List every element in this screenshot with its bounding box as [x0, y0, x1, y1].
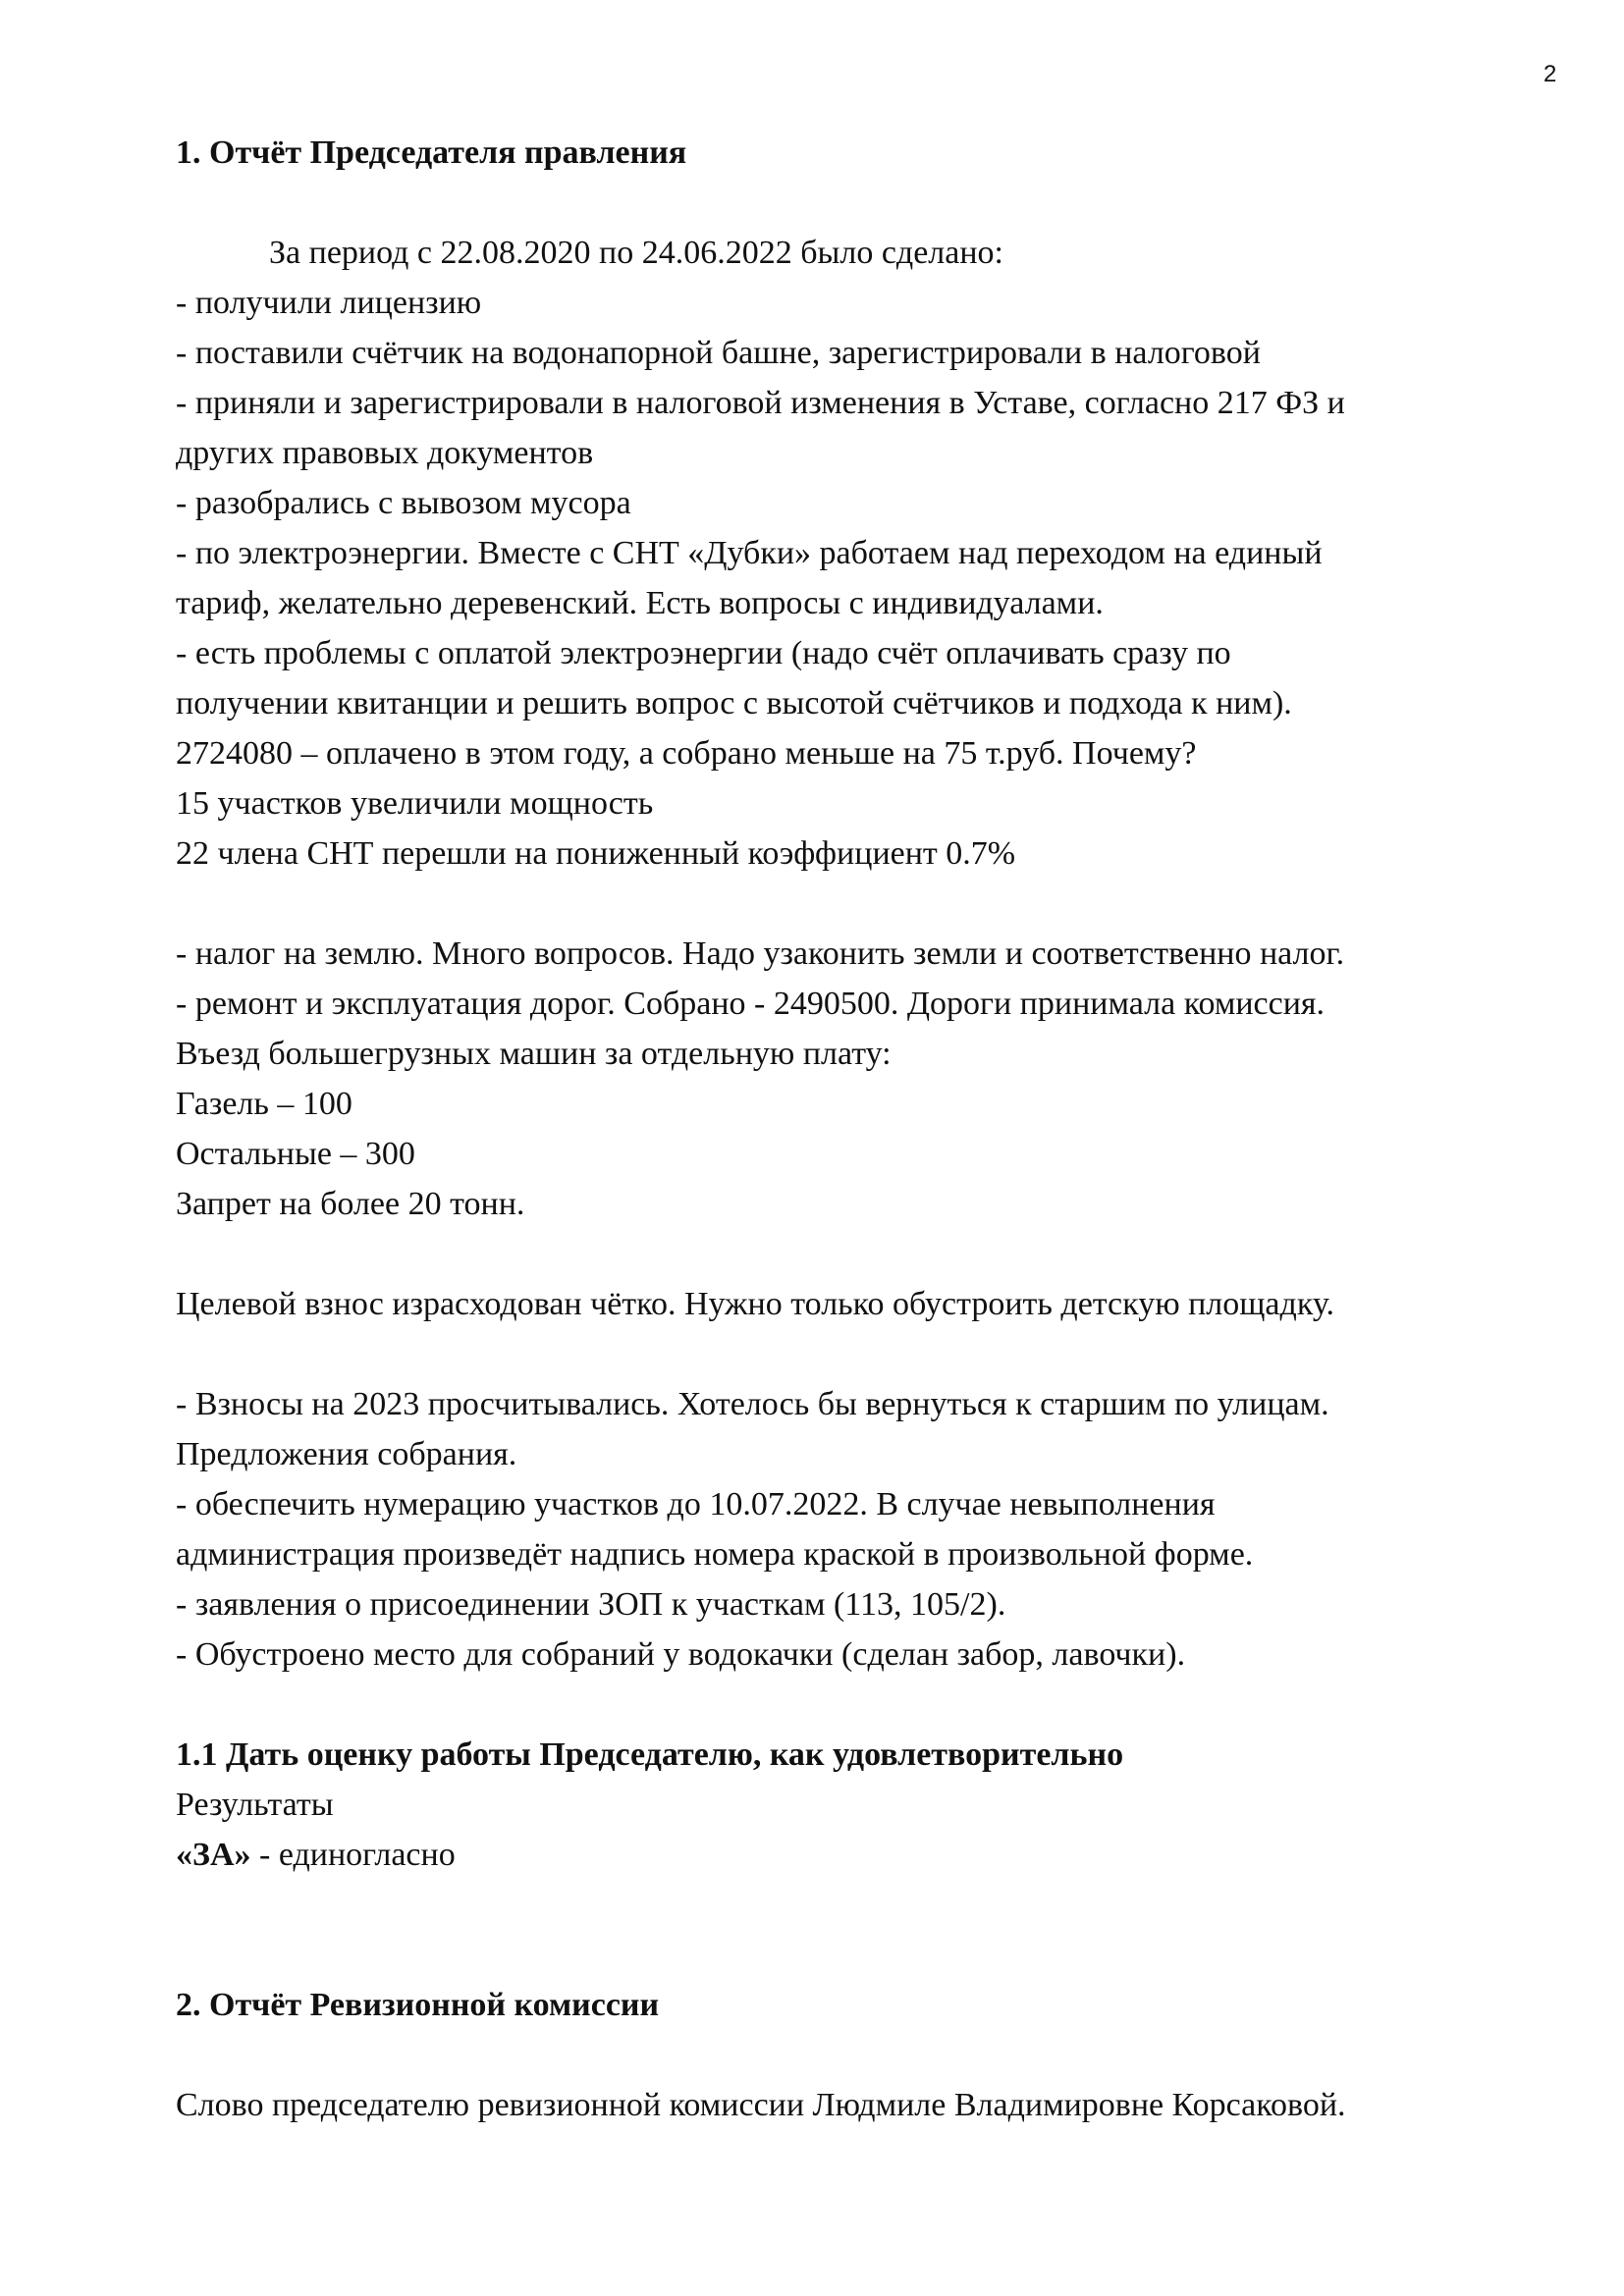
report-line: - поставили счётчик на водонапорной башне, зарегистрировали в налоговой: [176, 335, 1261, 371]
target-fee-line: Целевой взнос израсходован чётко. Нужно только обустроить детскую площадку.: [176, 1286, 1334, 1322]
vote-outcome: - единогласно: [250, 1837, 456, 1873]
spacer: [176, 2030, 1550, 2080]
report-line: администрация произведёт надпись номера краской в произвольной форме.: [176, 1536, 1254, 1573]
report-line: других правовых документов: [176, 435, 594, 471]
report-line: - ремонт и эксплуатация дорог. Собрано - 2490500. Дороги принимала комиссия.: [176, 986, 1326, 1022]
vote-for-label: «ЗА»: [176, 1837, 251, 1873]
report-line: - разобрались с вывозом мусора: [176, 485, 631, 521]
report-line: - Взносы на 2023 просчитывались. Хотелось бы вернуться к старшим по улицам.: [176, 1386, 1329, 1422]
spacer: [176, 1880, 1550, 1980]
report-line: Остальные – 300: [176, 1136, 415, 1172]
document-body: [176, 128, 1550, 2130]
report-line: Запрет на более 20 тонн.: [176, 1186, 525, 1222]
report-line: - приняли и зарегистрировали в налоговой изменения в Уставе, согласно 217 ФЗ и: [176, 385, 1345, 421]
section-1-1-heading: 1.1 Дать оценку работы Председателю, как удовлетворительно: [176, 1736, 1124, 1773]
section-2-text: Слово председателю ревизионной комиссии Людмиле Владимировне Корсаковой.: [176, 2087, 1346, 2123]
spacer: [176, 879, 1550, 929]
section-2-heading: 2. Отчёт Ревизионной комиссии: [176, 1987, 660, 2023]
spacer: [176, 1329, 1550, 1379]
report-line: Газель – 100: [176, 1086, 352, 1122]
report-line: Предложения собрания.: [176, 1436, 517, 1472]
report-line: 22 члена СНТ перешли на пониженный коэффициент 0.7%: [176, 835, 1016, 872]
report-line: - есть проблемы с оплатой электроэнергии (надо счёт оплачивать сразу по: [176, 635, 1231, 671]
report-line: - обеспечить нумерацию участков до 10.07.2022. В случае невыполнения: [176, 1486, 1216, 1522]
report-line: - по электроэнергии. Вместе с СНТ «Дубки» работаем над переходом на единый: [176, 535, 1323, 571]
report-line: - получили лицензию: [176, 285, 482, 321]
section-1-heading: 1. Отчёт Председателя правления: [176, 134, 687, 171]
report-line: 15 участков увеличили мощность: [176, 785, 654, 822]
report-line: Въезд большегрузных машин за отдельную плату:: [176, 1036, 892, 1072]
report-line: 2724080 – оплачено в этом году, а собрано меньше на 75 т.руб. Почему?: [176, 735, 1197, 772]
section-1-intro: За период с 22.08.2020 по 24.06.2022 было сделано:: [269, 235, 1003, 271]
report-line: - заявления о присоединении ЗОП к участкам (113, 105/2).: [176, 1586, 1006, 1623]
report-line: тариф, желательно деревенский. Есть вопросы с индивидуалами.: [176, 585, 1104, 621]
spacer: [176, 178, 1550, 228]
spacer: [176, 1680, 1550, 1730]
report-line: - налог на землю. Много вопросов. Надо узаконить земли и соответственно налог.: [176, 935, 1345, 972]
spacer: [176, 1229, 1550, 1279]
vote-result: [176, 1830, 1550, 1880]
report-line: получении квитанции и решить вопрос с высотой счётчиков и подхода к ним).: [176, 685, 1292, 721]
report-line: - Обустроено место для собраний у водокачки (сделан забор, лавочки).: [176, 1636, 1186, 1673]
results-label: Результаты: [176, 1787, 334, 1823]
page-number: 2: [1543, 61, 1557, 87]
